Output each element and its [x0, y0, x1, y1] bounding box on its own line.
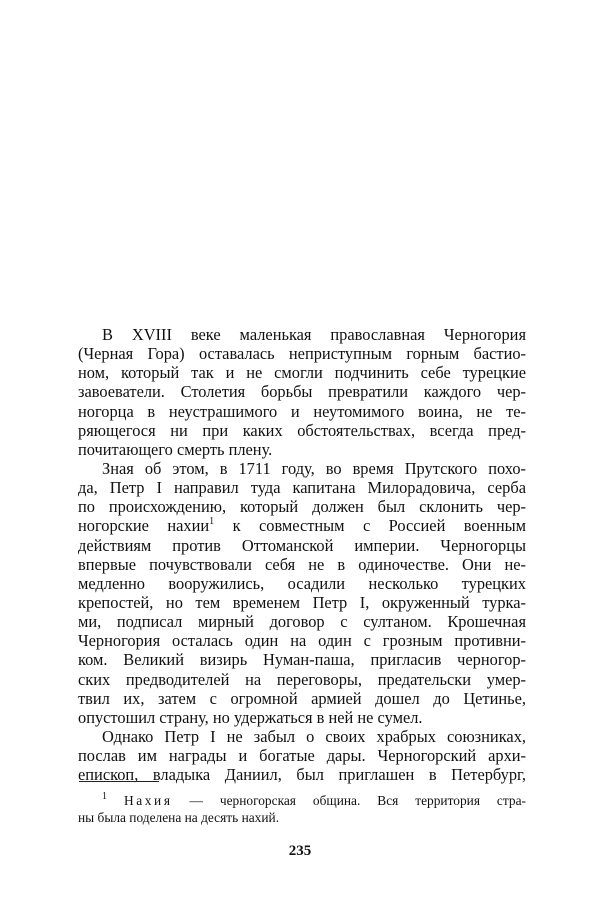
- footnote-term: Нахия: [123, 793, 173, 808]
- text-fragment: ногорские нахии: [78, 516, 210, 536]
- text-line: медленно вооружились, осадили несколько турецких: [78, 573, 526, 593]
- text-line: почитающего смерть плену.: [78, 439, 273, 459]
- page-number: 235: [288, 843, 312, 859]
- paragraph-2: [78, 459, 526, 727]
- footnote-text: — черногорская община. Вся территория стра-: [189, 793, 526, 808]
- text-line: ном, который так и не смогли подчинить себе турецкие: [78, 363, 526, 383]
- footnote-line: ны была поделена на десять нахий.: [78, 810, 280, 825]
- text-line: по происхождению, который должен был склонить чер-: [78, 497, 526, 517]
- footnote-reference: 1: [209, 515, 215, 527]
- text-line: да, Петр I направил туда капитана Милорадовича, серба: [78, 478, 526, 498]
- text-line: Однако Петр I не забыл о своих храбрых союзниках,: [102, 726, 526, 746]
- main-text: [78, 325, 526, 784]
- text-line: завоеватели. Столетия борьбы превратили каждого чер-: [78, 382, 526, 402]
- text-line: ми, подписал мирный договор с султаном. Крошечная: [78, 612, 526, 632]
- text-line: действиям против Оттоманской империи. Черногорцы: [78, 535, 526, 555]
- footnote: [78, 792, 526, 826]
- text-line: впервые почувствовали себя не в одиночестве. Они не-: [78, 554, 526, 574]
- text-line: послав им награды и богатые дары. Черногорский архи-: [78, 746, 526, 766]
- text-line: (Черная Гора) оставалась неприступным горным бастио-: [78, 344, 526, 364]
- text-line: ряющегося ни при каких обстоятельствах, всегда пред-: [78, 420, 526, 440]
- text-line: ногорца в неустрашимого и неутомимого воина, не те-: [78, 401, 526, 421]
- text-line: В XVIII веке маленькая православная Черногория: [102, 325, 526, 344]
- footnote-line: [78, 792, 526, 809]
- paragraph-1: [78, 325, 526, 459]
- text-line: ком. Великий визирь Нуман-паша, пригласив черногор-: [78, 650, 526, 670]
- text-line: Зная об этом, в 1711 году, во время Прутского похо-: [102, 458, 526, 478]
- paragraph-3: [78, 727, 526, 784]
- text-line: ских предводителей на переговоры, предательски умер-: [78, 669, 526, 689]
- footnote-mark: 1: [102, 790, 107, 802]
- text-line: крепостей, но тем временем Петр I, окруженный турка-: [78, 592, 526, 612]
- text-line: Черногория осталась один на один с грозным противни-: [78, 631, 526, 651]
- text-fragment: к совместным с Россией военным: [232, 516, 526, 536]
- text-line: опустошил страну, но удержаться в ней не сумел.: [78, 707, 423, 727]
- footnote-divider: [79, 781, 159, 782]
- text-line: епископ, владыка Даниил, был приглашен в Петербург,: [78, 765, 526, 785]
- text-line-with-footnote: [78, 516, 526, 535]
- text-line: твил их, затем с огромной армией дошел до Цетинье,: [78, 688, 526, 708]
